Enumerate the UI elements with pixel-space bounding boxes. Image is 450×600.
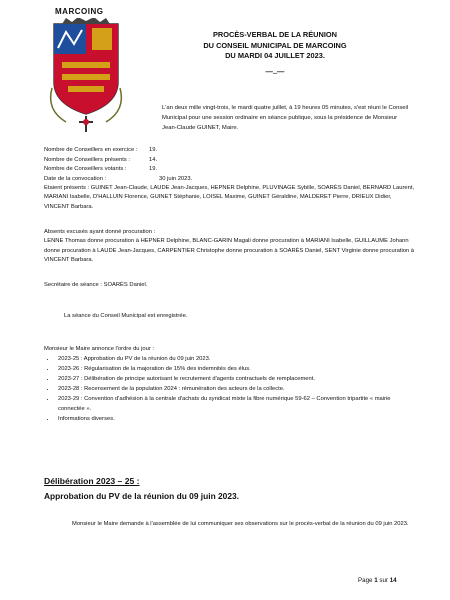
deliberation-section [44, 476, 416, 529]
agenda-item: • 2023-26 : Régularisation de la majoration de 15% des indemnités des élus. [56, 364, 416, 374]
absents-title: Absents excusés ayant donné procuration : [44, 229, 156, 235]
agenda-item: • 2023-29 : Convention d'adhésion à la centrale d'achats du syndicat mixte la fibre numérique 59-62 – Convention tripartite « mairie connectée ». [56, 394, 416, 414]
agenda-item: • 2023-25 : Approbation du PV de la réunion du 09 juin 2023. [56, 354, 416, 364]
session-secretary: Secrétaire de séance : SOARÈS Daniel. [44, 282, 148, 288]
deliberation-subtitle: Approbation du PV de la réunion du 09 juin 2023. [44, 491, 239, 501]
deliberation-body: Monsieur le Maire demande à l'assemblée de lui communiquer ses observations sur le procès-verbal de la réunion du 09 juin 2023. [72, 521, 409, 527]
agenda-list [44, 354, 416, 424]
header-separator: —..— [265, 66, 285, 76]
header-title: PROCÈS-VERBAL DE LA RÉUNION [212, 30, 337, 39]
count-row: Nombre de Conseillers présents : 14. [44, 156, 158, 163]
logo-label: MARCOING [55, 7, 104, 16]
absents-section [44, 228, 416, 266]
footer-page-label: Page [358, 577, 373, 584]
absents-list: LENNE Thomas donne procuration à HEPNER Delphine, BLANC-GARIN Magali donne procuration à MARIANI Isabelle, GUILLAUME Johann donne procuration à LAUDE Jean-Jacques, CARPENTIER Christophe donne procuration à SOARÈS Daniel, SENT Virginie donne procuration à VINCENT Barbara. [44, 238, 415, 264]
footer-total-pages: 14 [389, 577, 397, 584]
agenda-item: • 2023-27 : Délibération de principe autorisant le recrutement d'agents contractuels de remplacement. [56, 374, 416, 384]
agenda-item: • 2023-28 : Recensement de la population 2024 : rémunération des acteurs de la collecte. [56, 384, 416, 394]
header-council: DU CONSEIL MUNICIPAL DE MARCOING [203, 40, 347, 50]
count-row: Nombre de Conseillers votants : 19. [44, 166, 158, 172]
deliberation-title: Délibération 2023 – 25 : [44, 476, 140, 486]
document-header [145, 30, 405, 77]
session-recorded-note: La séance du Conseil Municipal est enregistrée. [64, 313, 188, 319]
intro-paragraph: L'an deux mille vingt-trois, le mardi quatre juillet, à 19 heures 05 minutes, s'est réuni le Conseil Municipal pour une session ordinaire en séance publique, sous la présidence de Monsieur Jean-Claude GUINET, Maire. [162, 105, 409, 131]
count-row: Date de la convocation : 30 juin 2023. [44, 175, 193, 182]
header-date: DU MARDI 04 JUILLET 2023. [225, 51, 325, 60]
footer-page-number: 1 [374, 577, 378, 584]
page-footer [358, 577, 397, 584]
agenda-intro: Monsieur le Maire annonce l'ordre du jour : [44, 346, 155, 352]
agenda-item: • Informations diverses. [56, 414, 416, 424]
footer-separator: sur [379, 577, 388, 584]
council-counts [44, 146, 416, 212]
present-members: Etaient présents : GUINET Jean-Claude, LAUDE Jean-Jacques, HEPNER Delphine, PLUVINAGE Sybille, SOARÈS Daniel, BERNARD Laurent, MARIANI Isabelle, D'HALLUIN Florence, GUINET Stéphanie, LOISEL Maxime, GUINET Géraldine, MALDERET Pierre, DRIEUX Didier, VINCENT Barbara. [44, 185, 415, 210]
count-row: Nombre de Conseillers en exercice : 19. [44, 147, 158, 153]
agenda-section [44, 345, 416, 424]
coat-of-arms-logo [44, 18, 128, 134]
